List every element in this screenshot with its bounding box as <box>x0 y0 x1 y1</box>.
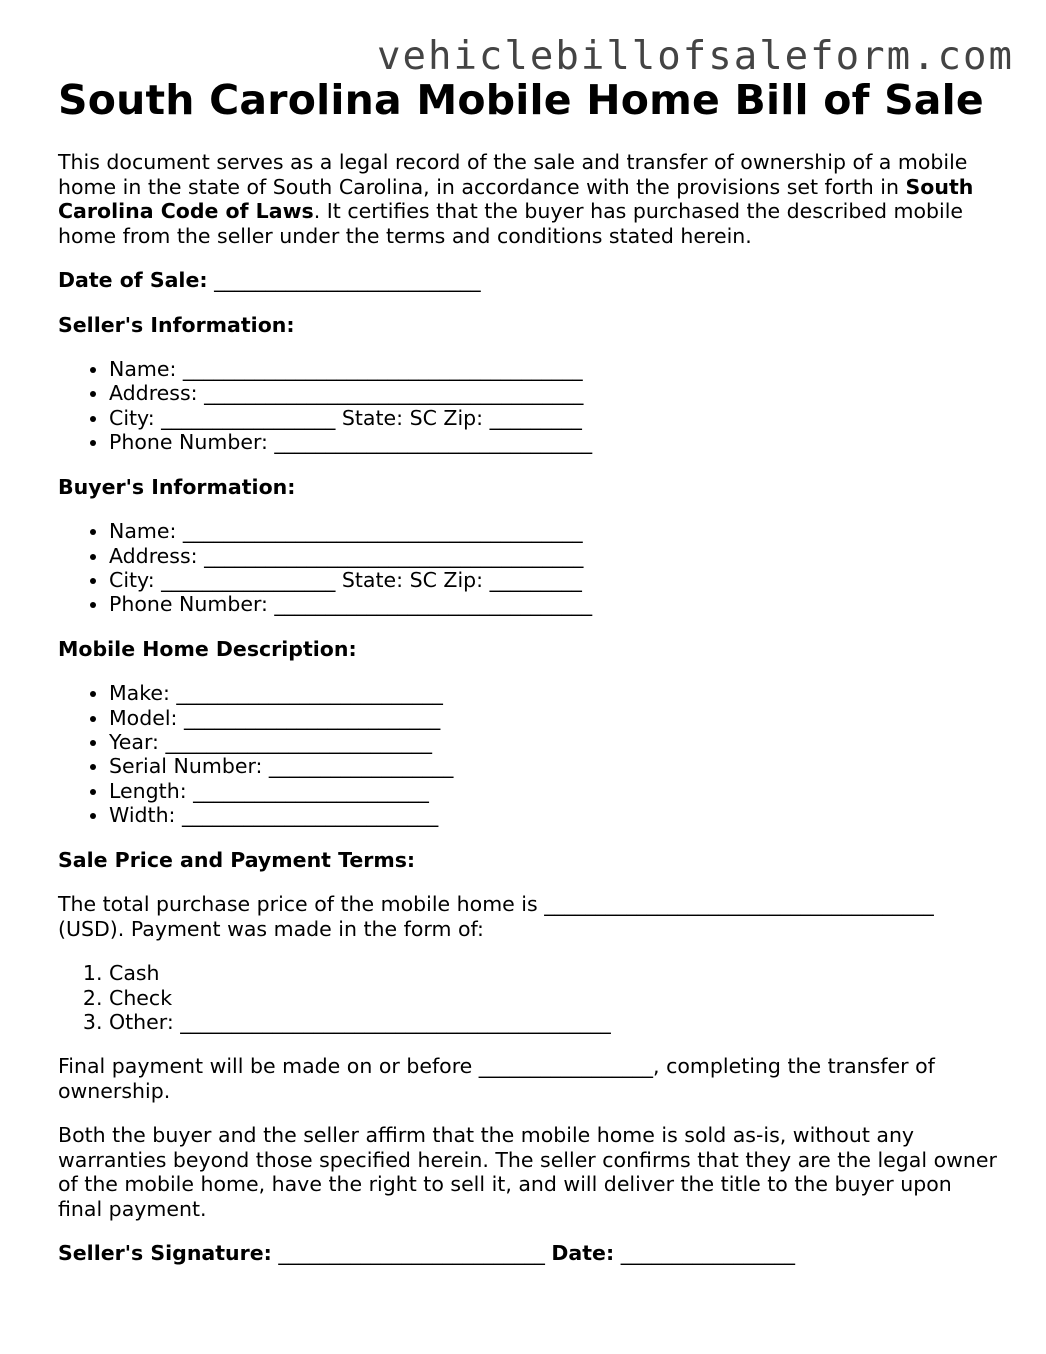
mobile-home-list <box>58 681 998 827</box>
date-of-sale-label: Date of Sale: <box>58 268 208 292</box>
serial-number-field: • Serial Number: __________________ <box>109 754 998 778</box>
intro-text-2: . It certifies that the buyer has purchased the described mobile home from the seller under the terms and conditions stated herein. <box>58 199 964 248</box>
make-field: • Make: __________________________ <box>109 681 998 705</box>
buyer-address-field: • Address: _____________________________________ <box>109 544 998 568</box>
seller-heading: Seller's Information: <box>58 312 295 337</box>
payment-option-check: 2. Check <box>109 986 998 1010</box>
payment-option-other: 3. Other: __________________________________________ <box>109 1010 998 1034</box>
intro-text-1: This document serves as a legal record of the sale and transfer of ownership of a mobile home in the state of South Carolina, in accordance with the provisions set forth in <box>58 150 968 199</box>
price-paragraph: The total purchase price of the mobile home is ______________________________________ (USD). Payment was made in the form of: <box>58 892 934 941</box>
intro-paragraph <box>58 150 998 248</box>
payment-options-list <box>58 961 998 1034</box>
buyer-info-list <box>58 519 998 617</box>
payment-option-cash: 1. Cash <box>109 961 998 985</box>
buyer-city-field: • City: _________________ State: SC Zip: _________ <box>109 568 998 592</box>
document-title: South Carolina Mobile Home Bill of Sale <box>58 76 984 124</box>
seller-name-field: • Name: _______________________________________ <box>109 357 998 381</box>
seller-address-field: • Address: _____________________________________ <box>109 381 998 405</box>
buyer-name-field: • Name: _______________________________________ <box>109 519 998 543</box>
buyer-phone-field: • Phone Number: _______________________________ <box>109 592 998 616</box>
mobile-home-heading: Mobile Home Description: <box>58 636 357 661</box>
seller-info-list <box>58 357 998 455</box>
seller-phone-field: • Phone Number: _______________________________ <box>109 430 998 454</box>
document-page <box>58 76 998 1266</box>
buyer-heading: Buyer's Information: <box>58 474 296 499</box>
final-payment-paragraph: Final payment will be made on or before _________________, completing the transfer of ownership. <box>58 1054 935 1103</box>
length-field: • Length: _______________________ <box>109 779 998 803</box>
site-watermark: vehiclebillofsaleform.com <box>377 34 1014 79</box>
seller-signature-label: Seller's Signature: <box>58 1241 272 1266</box>
signature-date-label: Date: <box>551 1241 615 1266</box>
signature-date-field: _________________ <box>614 1241 795 1266</box>
seller-signature-field: __________________________ <box>271 1241 552 1266</box>
intro-law-reference: South Carolina Code of Laws <box>58 174 974 223</box>
year-field: • Year: __________________________ <box>109 730 998 754</box>
seller-city-field: • City: _________________ State: SC Zip: _________ <box>109 406 998 430</box>
date-of-sale-line <box>58 268 998 293</box>
width-field: • Width: _________________________ <box>109 803 998 827</box>
payment-heading: Sale Price and Payment Terms: <box>58 847 416 872</box>
model-field: • Model: _________________________ <box>109 706 998 730</box>
signature-line <box>58 1241 998 1266</box>
affirmation-paragraph: Both the buyer and the seller affirm that the mobile home is sold as-is, without any warranties beyond those specified herein. The seller confirms that they are the legal owner of the mobile home, have the right to sell it, and will deliver the title to the buyer upon final payment. <box>58 1123 997 1221</box>
date-of-sale-field: __________________________ <box>207 268 481 292</box>
